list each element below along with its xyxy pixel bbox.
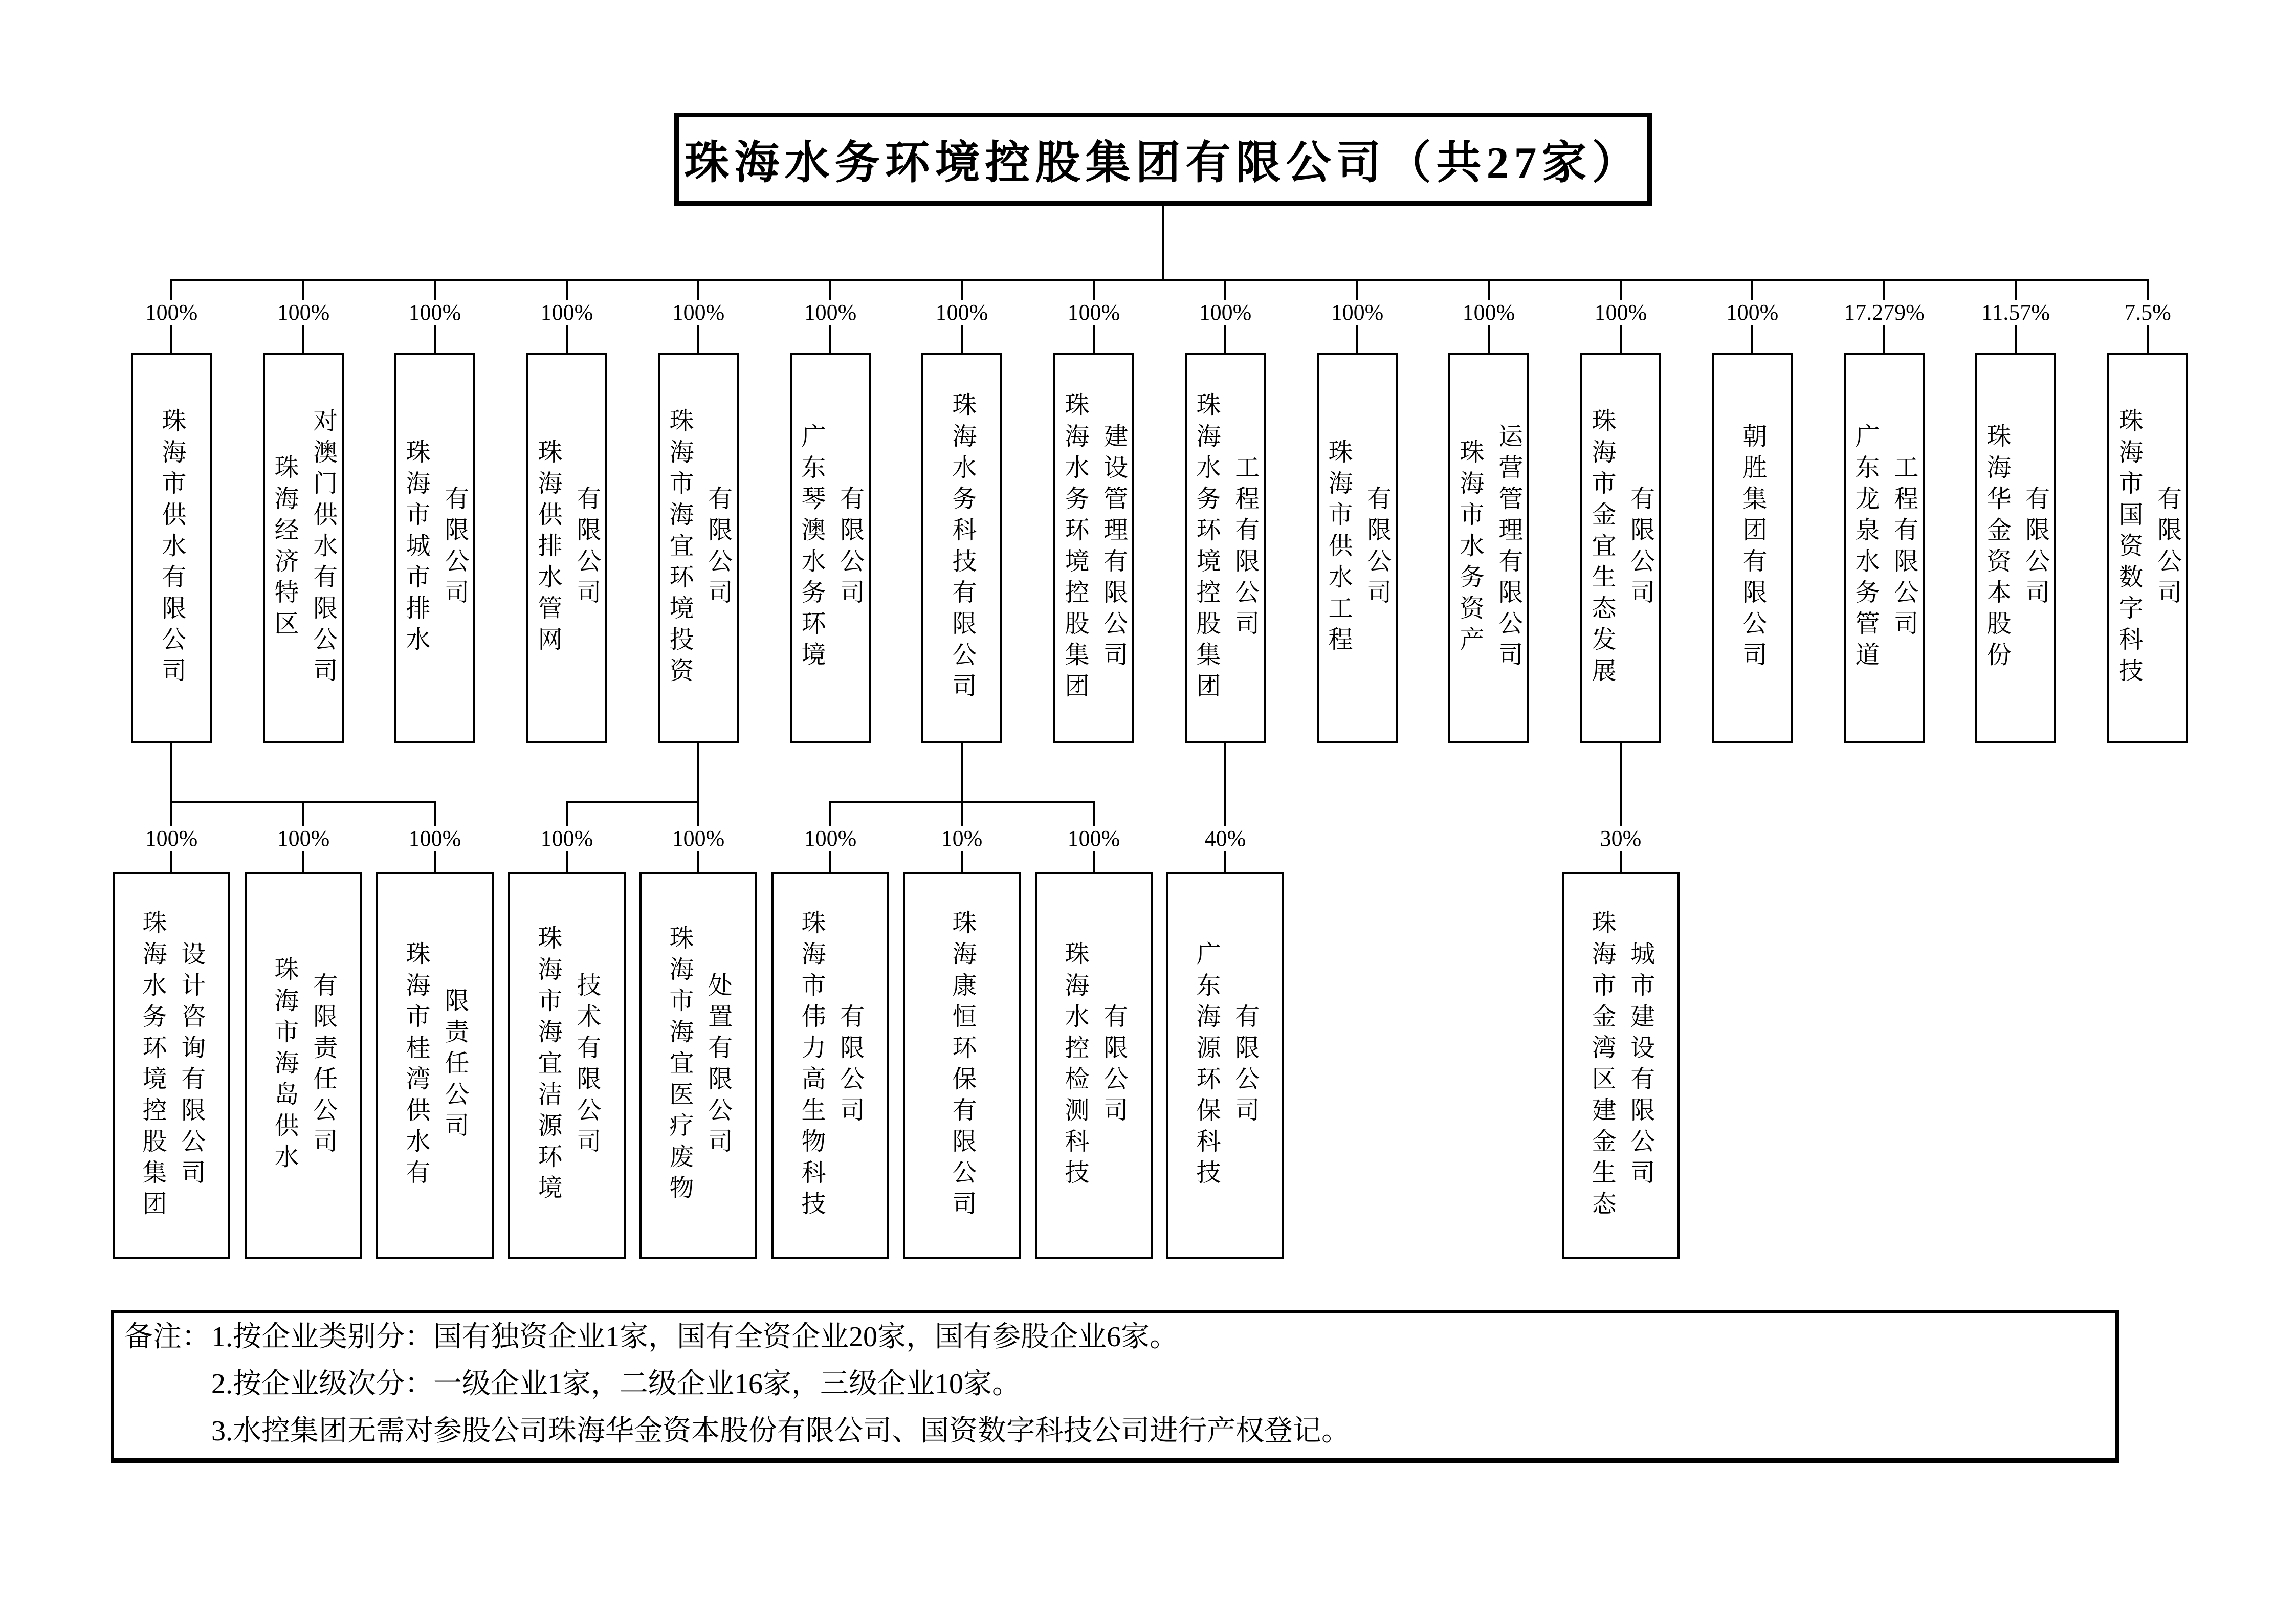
note-line: 1.按企业类别分：国有独资企业1家，国有全资企业20家，国有参股企业6家。 [211, 1321, 1178, 1353]
company-name: 广东海源环保科技 [1193, 940, 1220, 1191]
company-box [1712, 353, 1793, 743]
ownership-percent-label: 11.57% [1977, 300, 2054, 325]
ownership-percent-label: 100% [1195, 300, 1256, 325]
connector-parent-spine [697, 743, 699, 876]
company-name: 珠海市海宜洁源环境 [534, 925, 561, 1206]
company-name: 珠海水务环境控股集团 [1061, 392, 1088, 704]
company-name: 珠海水务环境控股集团 [1193, 392, 1220, 704]
ownership-percent-label: 100% [273, 826, 334, 851]
company-box [1448, 353, 1529, 743]
company-name: 珠海水务环境控股集团 [139, 909, 166, 1222]
company-box [1562, 872, 1680, 1259]
company-name: 限责任公司 [440, 988, 468, 1144]
company-name: 有限公司 [1231, 1003, 1259, 1128]
company-name: 有限公司 [2153, 486, 2181, 610]
company-name: 朝胜集团有限公司 [1738, 423, 1766, 673]
ownership-percent-label: 100% [1064, 826, 1124, 851]
connector-parent-spine [170, 743, 172, 876]
company-name: 有限公司 [836, 1003, 864, 1128]
company-name: 有限公司 [1099, 1003, 1127, 1128]
company-name: 珠海市伟力高生物科技 [798, 909, 825, 1222]
company-name: 有限公司 [1626, 486, 1654, 610]
company-box [113, 872, 230, 1259]
ownership-percent-label: 100% [1459, 300, 1519, 325]
notes-label: 备注： [124, 1321, 210, 1353]
ownership-percent-label: 30% [1596, 826, 1646, 851]
company-name: 有限公司 [836, 486, 864, 610]
company-box [1317, 353, 1398, 743]
company-name: 设计咨询有限公司 [177, 940, 205, 1191]
ownership-percent-label: 100% [932, 300, 992, 325]
ownership-percent-label: 100% [141, 826, 202, 851]
notes-box [111, 1310, 2119, 1463]
connector-parent-spine [1224, 743, 1226, 876]
company-name: 珠海市海岛供水 [271, 956, 298, 1175]
company-name: 有限责任公司 [309, 972, 337, 1159]
company-name: 有限公司 [704, 486, 732, 610]
note-line: 3.水控集团无需对参股公司珠海华金资本股份有限公司、国资数字科技公司进行产权登记。 [211, 1415, 1350, 1447]
ownership-percent-label: 100% [1327, 300, 1388, 325]
company-box [790, 353, 871, 743]
company-box [658, 353, 739, 743]
connector-title-drop [1162, 204, 1164, 280]
connector-parent-spine [961, 743, 963, 876]
ownership-percent-label: 100% [800, 300, 861, 325]
company-box [394, 353, 475, 743]
company-box [1580, 353, 1661, 743]
company-box [376, 872, 494, 1259]
connector-level2-bus [566, 801, 699, 803]
company-name: 工程有限公司 [1231, 454, 1259, 642]
company-name: 对澳门供水有限公司 [309, 407, 337, 689]
root-company-title: 珠海水务环境控股集团有限公司（共27家） [684, 139, 1642, 188]
company-name: 珠海市城市排水 [402, 438, 429, 657]
company-name: 运营管理有限公司 [1494, 423, 1522, 673]
company-name: 有限公司 [572, 486, 600, 610]
company-name: 珠海供排水管网 [534, 438, 561, 657]
company-name: 广东龙泉水务管道 [1851, 423, 1879, 673]
ownership-percent-label: 100% [1591, 300, 1651, 325]
ownership-percent-label: 100% [273, 300, 334, 325]
ownership-percent-label: 40% [1201, 826, 1250, 851]
connector-level2-bus [829, 801, 1095, 803]
company-name: 珠海水控检测科技 [1061, 940, 1088, 1191]
ownership-percent-label: 10% [937, 826, 987, 851]
company-name: 珠海水务科技有限公司 [948, 392, 976, 704]
company-box [526, 353, 607, 743]
company-box [1035, 872, 1153, 1259]
company-name: 珠海经济特区 [271, 454, 298, 642]
company-box [508, 872, 626, 1259]
note-line: 2.按企业级次分：一级企业1家，二级企业16家，三级企业10家。 [211, 1368, 1021, 1400]
company-box [2107, 353, 2188, 743]
company-name: 珠海市桂湾供水有 [402, 940, 429, 1191]
company-box [131, 353, 212, 743]
company-box [263, 353, 344, 743]
company-name: 珠海华金资本股份 [1983, 423, 2010, 673]
company-name: 城市建设有限公司 [1626, 940, 1654, 1191]
ownership-percent-label: 100% [405, 300, 466, 325]
company-name: 珠海市海宜医疗废物 [666, 925, 693, 1206]
company-box [1975, 353, 2056, 743]
company-box [1844, 353, 1925, 743]
company-name: 技术有限公司 [572, 972, 600, 1159]
company-box [921, 353, 1002, 743]
ownership-percent-label: 100% [1722, 300, 1783, 325]
ownership-percent-label: 100% [800, 826, 861, 851]
company-name: 珠海市水务资产 [1456, 438, 1483, 657]
connector-parent-spine [1620, 743, 1622, 876]
company-box [771, 872, 889, 1259]
company-name: 珠海市金湾区建金生态 [1588, 909, 1615, 1222]
company-name: 珠海康恒环保有限公司 [948, 909, 976, 1222]
company-box [1185, 353, 1266, 743]
company-box [639, 872, 757, 1259]
ownership-percent-label: 100% [668, 300, 729, 325]
company-name: 有限公司 [440, 486, 468, 610]
company-name: 珠海市供水工程 [1324, 438, 1352, 657]
root-company-box [674, 113, 1652, 206]
ownership-percent-label: 17.279% [1840, 300, 1929, 325]
company-name: 珠海市金宜生态发展 [1588, 407, 1615, 689]
ownership-percent-label: 100% [668, 826, 729, 851]
company-name: 广东琴澳水务环境 [798, 423, 825, 673]
ownership-percent-label: 100% [1064, 300, 1124, 325]
company-name: 工程有限公司 [1890, 454, 1917, 642]
company-box [1053, 353, 1134, 743]
ownership-percent-label: 100% [537, 826, 598, 851]
ownership-percent-label: 100% [141, 300, 202, 325]
ownership-percent-label: 7.5% [2120, 300, 2175, 325]
company-name: 有限公司 [2021, 486, 2049, 610]
company-name: 珠海市国资数字科技 [2115, 407, 2142, 689]
connector-level1-bus [170, 279, 2149, 281]
company-box [245, 872, 362, 1259]
company-name: 珠海市供水有限公司 [158, 407, 185, 689]
company-name: 建设管理有限公司 [1099, 423, 1127, 673]
company-box [903, 872, 1021, 1259]
company-name: 珠海市海宜环境投资 [666, 407, 693, 689]
company-box [1166, 872, 1284, 1259]
ownership-percent-label: 100% [537, 300, 598, 325]
company-name: 有限公司 [1363, 486, 1390, 610]
ownership-percent-label: 100% [405, 826, 466, 851]
company-name: 处置有限公司 [704, 972, 732, 1159]
